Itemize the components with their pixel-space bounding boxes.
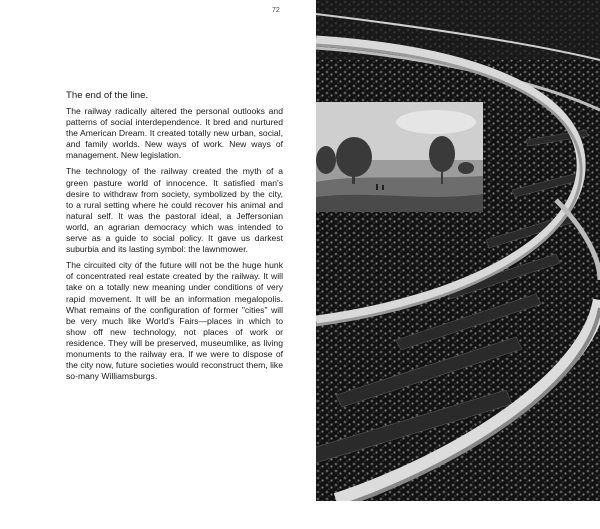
paragraph-2: The technology of the railway created the myth of a green pasture world of innocence. It satisfied man's desire to withdraw from society, symbolized by the city, to a rural setting where he could recover his animal and natural self. It was the pastoral ideal, a Jeffersonian world, an agrarian democracy which was intended to serve as a guide to social policy. It gave us darkest suburbia and its lasting symbol: the lawnmower. (66, 166, 283, 255)
railway-photo (316, 0, 600, 501)
pastoral-painting-inset (316, 102, 483, 212)
article-text (66, 90, 283, 387)
article-heading: The end of the line. (66, 90, 149, 101)
page-number: 72 (272, 7, 280, 14)
paragraph-1: The railway radically altered the personal outlooks and patterns of social interdependence. It bred and nurtured the American Dream. It created totally new urban, social, and family worlds. New ways of work. New ways of management. New legislation. (66, 106, 283, 161)
paragraph-3: The circuited city of the future will not be the huge hunk of concentrated real estate created by the railway. It will take on a totally new meaning under conditions of very rapid movement. It will be an information megalopolis. What remains of the configuration of former "cities" will be very much like World's Fairs—places in which to show off new technology, not places of work or residence. They will be preserved, museumlike, as living monuments to the railway era. If we were to dispose of the city now, future societies would reconstruct them, like so-many Williamsburgs. (66, 260, 283, 382)
landscape-painting-image (316, 102, 483, 212)
railway-tracks-image (316, 0, 600, 501)
